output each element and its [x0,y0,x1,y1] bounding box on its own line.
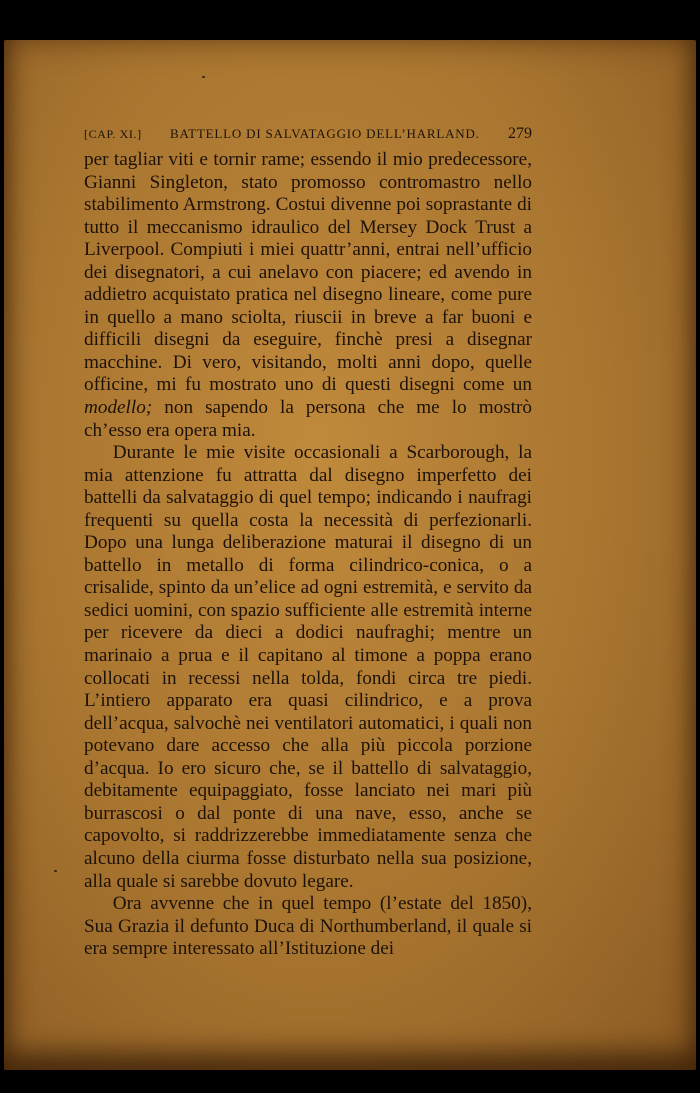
paper-speck [54,870,57,872]
paper-speck [202,76,205,78]
paragraph-2: Durante le mie visite occasionali a Scarborough, la mia attenzione fu attratta dal disegno imperfetto dei battelli da salvataggio di quel tempo; indicando i naufragi frequenti su quella costa la necessità di perfezionarli. Dopo una lunga deliberazione maturai il disegno di un battello in metallo di forma cilindrico-conica, o a crisalide, spinto da un’elice ad ogni estremità, e servito da sedici uomini, con spazio sufficiente alle estremità interne per ricevere da dieci a dodici naufraghi; mentre un marinaio a prua e il capitano al timone a poppa erano collocati in recessi nella tolda, fondi circa tre piedi. L’intiero apparato era quasi cilindrico, e a prova dell’acqua, salvochè nei ventilatori automatici, i quali non potevano dare accesso che alla più piccola porzione d’acqua. Io ero sicuro che, se il battello di salvataggio, debitamente equipaggiato, fosse lanciato nei mari più burrascosi o dal ponte di una nave, esso, anche se capovolto, si raddrizzerebbe immediatamente senza che alcuno della ciurma fosse disturbato nella sua posizione, alla quale si sarebbe dovuto legare. [84,442,532,892]
italic-word: modello; [84,397,153,419]
paragraph-3: Ora avvenne che in quel tempo (l’estate del 1850), Sua Grazia il defunto Duca di Northumberland, il quale si era sempre interessato all’Istituzione dei [84,893,532,960]
chapter-marker: [CAP. XI.] [84,127,142,141]
paragraph-text: non sapendo la persona che me lo mostrò ch’esso era opera mia. [84,397,532,441]
page-body [84,125,532,961]
book-page [4,40,696,1070]
paragraph-1 [84,149,532,442]
running-title: BATTELLO DI SALVATAGGIO DELL’HARLAND. [169,126,480,141]
page-number: 279 [508,125,532,142]
paragraph-text: per tagliar viti e tornir rame; essendo il mio predecessore, Gianni Singleton, stato promosso contromastro nello stabilimento Armstrong. Costui divenne poi soprastante di tutto il meccanismo idraulico del Mersey Dock Trust a Liverpool. Compiuti i miei quattr’anni, entrai nell’ufficio dei disegnatori, a cui anelavo con piacere; ed avendo in addietro acquistato pratica nel disegno lineare, come pure in quello a mano sciolta, riuscii in breve a far buoni e difficili disegni da eseguire, finchè presi a disegnar macchine. Di vero, visitando, molti anni dopo, quelle officine, mi fu mostrato uno di questi disegni come un [84,149,532,396]
running-head [84,125,532,147]
